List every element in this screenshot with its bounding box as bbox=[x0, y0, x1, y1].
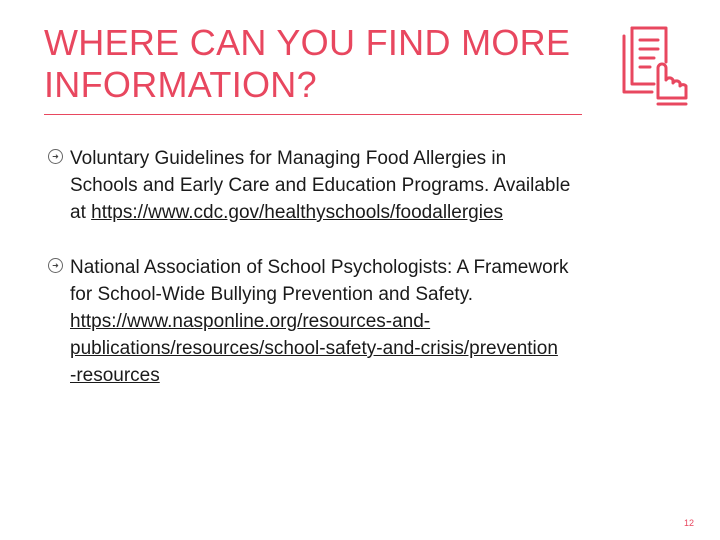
slide-title bbox=[44, 22, 624, 106]
nasp-resources-link-part-2[interactable]: publications/resources/school-safety-and-crisis/prevention bbox=[70, 338, 558, 359]
circled-arrow-bullet-icon: ➜ bbox=[48, 258, 63, 273]
slide-title-line-1: WHERE CAN YOU FIND MORE bbox=[44, 22, 571, 63]
link-prefix: at bbox=[70, 202, 92, 223]
bullet-text bbox=[70, 145, 668, 226]
cdc-food-allergies-link[interactable]: https://www.cdc.gov/healthyschools/foodallergies bbox=[91, 202, 504, 223]
nasp-resources-link-part-3[interactable]: -resources bbox=[70, 365, 160, 386]
bullet-list bbox=[48, 145, 668, 417]
nasp-resources-link-part-1[interactable]: https://www.nasponline.org/resources-and- bbox=[70, 311, 431, 332]
bullet-text-line: for School-Wide Bullying Prevention and Safety. bbox=[70, 284, 474, 305]
document-hand-pointer-icon bbox=[618, 22, 688, 106]
bullet-text-line: Schools and Early Care and Education Programs. Available bbox=[70, 175, 571, 196]
slide-title-line-2: INFORMATION? bbox=[44, 64, 317, 105]
circled-arrow-bullet-icon: ➜ bbox=[48, 149, 63, 164]
title-divider bbox=[44, 114, 582, 115]
bullet-text bbox=[70, 254, 668, 389]
bullet-text-line: Voluntary Guidelines for Managing Food Allergies in bbox=[70, 148, 507, 169]
bullet-item-nasp-framework bbox=[48, 254, 668, 389]
bullet-item-cdc-guidelines bbox=[48, 145, 668, 226]
page-number: 12 bbox=[683, 518, 694, 528]
bullet-text-line: National Association of School Psychologists: A Framework bbox=[70, 257, 569, 278]
bullet-link-line bbox=[70, 199, 668, 226]
